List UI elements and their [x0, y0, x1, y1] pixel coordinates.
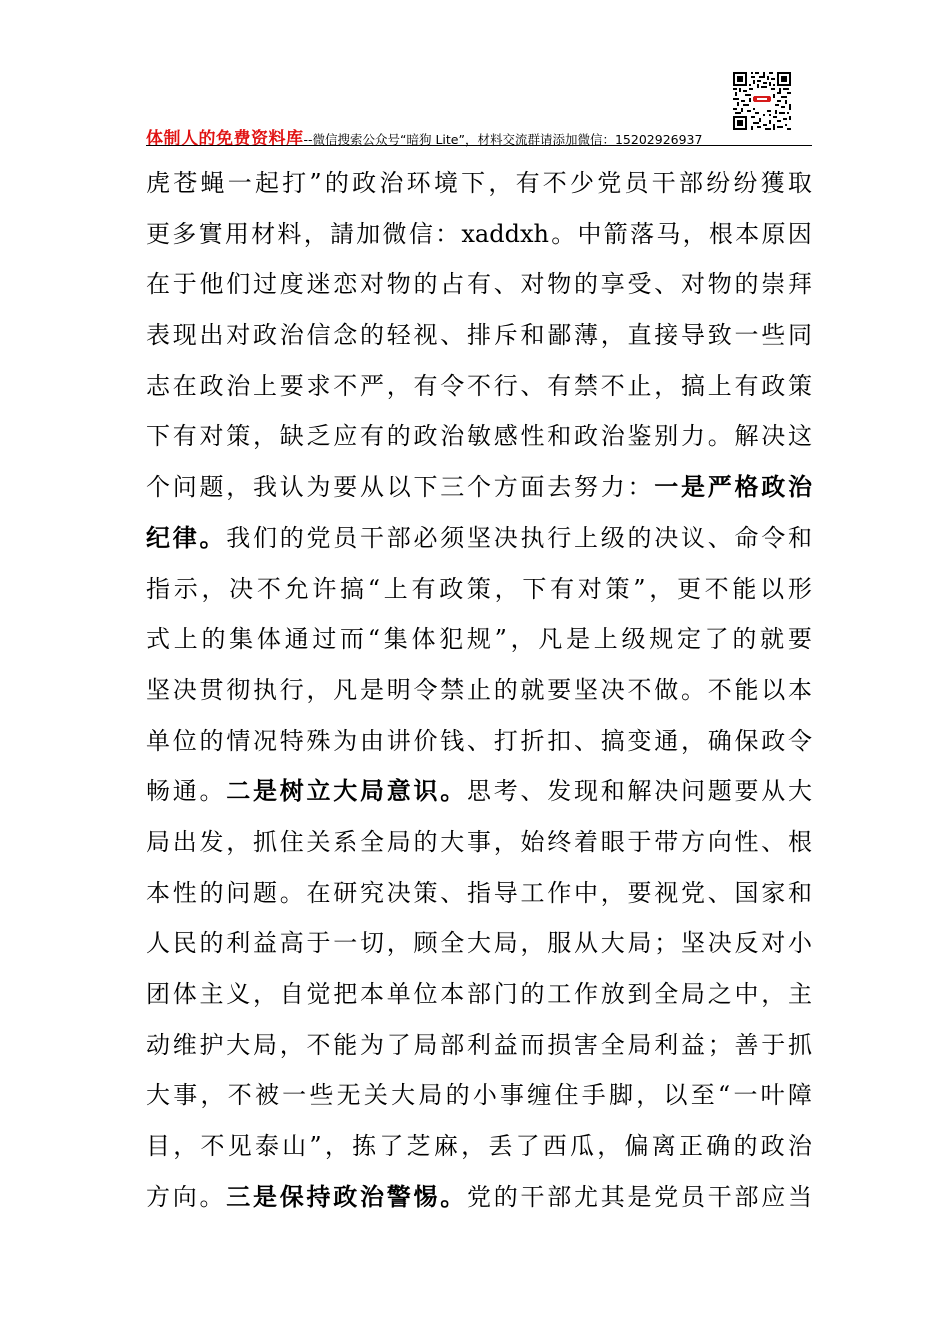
text-line: 纪 律 。 我 们 的 党 员 干 部 必 须 坚 决 执 行 上 级 的 决 议 、 命 令 和 — [146, 522, 812, 552]
text-line: 志 在 政 治 上 要 求 不 严 ， 有 令 不 行 、 有 禁 不 止 ， 搞 上 有 政 策 — [146, 371, 812, 400]
header-brand: 体制人的免费资料库 — [146, 129, 304, 149]
text-line: 下 有 对 策 ， 缺 乏 应 有 的 政 治 敏 感 性 和 政 治 鉴 别 力 。 解 决 这 — [146, 422, 812, 451]
text-line: 动 维 护 大 局 ， 不 能 为 了 局 部 利 益 而 损 害 全 局 利 益 ； 善 于 抓 — [146, 1030, 812, 1059]
text-line: 表 现 出 对 政 治 信 念 的 轻 视 、 排 斥 和 鄙 薄 ， 直 接 导 致 一 些 同 — [146, 321, 812, 350]
text-line: 指 示 ， 决 不 允 许 搞 “ 上 有 政 策 ， 下 有 对 策 ” ， 更 不 能 以 形 — [146, 574, 812, 603]
text-line: 更 多 實 用 材 料 ， 請 加 微 信 ： xaddxh 。 中 箭 落 马 ， 根 本 原 因 — [146, 219, 812, 248]
text-line: 在 于 他 们 过 度 迷 恋 对 物 的 占 有 、 对 物 的 享 受 、 对 物 的 崇 拜 — [146, 270, 812, 299]
text-line: 局 出 发 ， 抓 住 关 系 全 局 的 大 事 ， 始 终 着 眼 于 带 方 向 性 、 根 — [146, 827, 812, 856]
header-divider — [146, 145, 812, 146]
text-line: 大 事 ， 不 被 一 些 无 关 大 局 的 小 事 缠 住 手 脚 ， 以 至 “ 一 叶 障 — [146, 1081, 812, 1110]
text-line: 个 问 题 ， 我 认 为 要 从 以 下 三 个 方 面 去 努 力 ： 一 是 严 格 政 治 — [146, 472, 812, 502]
document-body — [146, 158, 812, 1222]
qr-code-icon — [733, 72, 791, 130]
text-line: 虎 苍 蝇 一 起 打 ” 的 政 治 环 境 下 ， 有 不 少 党 员 干 部 纷 纷 獲 取 — [146, 169, 812, 197]
text-line: 人 民 的 利 益 高 于 一 切 ， 顾 全 大 局 ， 服 从 大 局 ； 坚 决 反 对 小 — [146, 929, 812, 958]
text-line: 团 体 主 义 ， 自 觉 把 本 单 位 本 部 门 的 工 作 放 到 全 局 之 中 ， 主 — [146, 980, 812, 1008]
text-line: 本 性 的 问 题 。 在 研 究 决 策 、 指 导 工 作 中 ， 要 视 党 、 国 家 和 — [146, 878, 812, 907]
text-line: 目 ， 不 见 泰 山 ” ， 拣 了 芝 麻 ， 丢 了 西 瓜 ， 偏 离 正 确 的 政 治 — [146, 1132, 812, 1161]
header-tagline: --微信搜索公众号“暗狗 Lite”，材料交流群请添加微信：15202926937 — [303, 132, 703, 147]
text-line: 坚 决 贯 彻 执 行 ， 凡 是 明 令 禁 止 的 就 要 坚 决 不 做 。 不 能 以 本 — [146, 675, 812, 704]
text-line: 畅 通 。 二 是 树 立 大 局 意 识 。 思 考 、 发 现 和 解 决 问 题 要 从 大 — [146, 776, 812, 806]
text-line: 方 向 。 三 是 保 持 政 治 警 惕 。 党 的 干 部 尤 其 是 党 员 干 部 应 当 — [146, 1181, 812, 1211]
page-header — [146, 116, 812, 148]
text-line: 式 上 的 集 体 通 过 而 “ 集 体 犯 规 ” ， 凡 是 上 级 规 定 了 的 就 要 — [146, 625, 812, 654]
text-line: 单 位 的 情 况 特 殊 为 由 讲 价 钱 、 打 折 扣 、 搞 变 通 ， 确 保 政 令 — [146, 726, 812, 755]
